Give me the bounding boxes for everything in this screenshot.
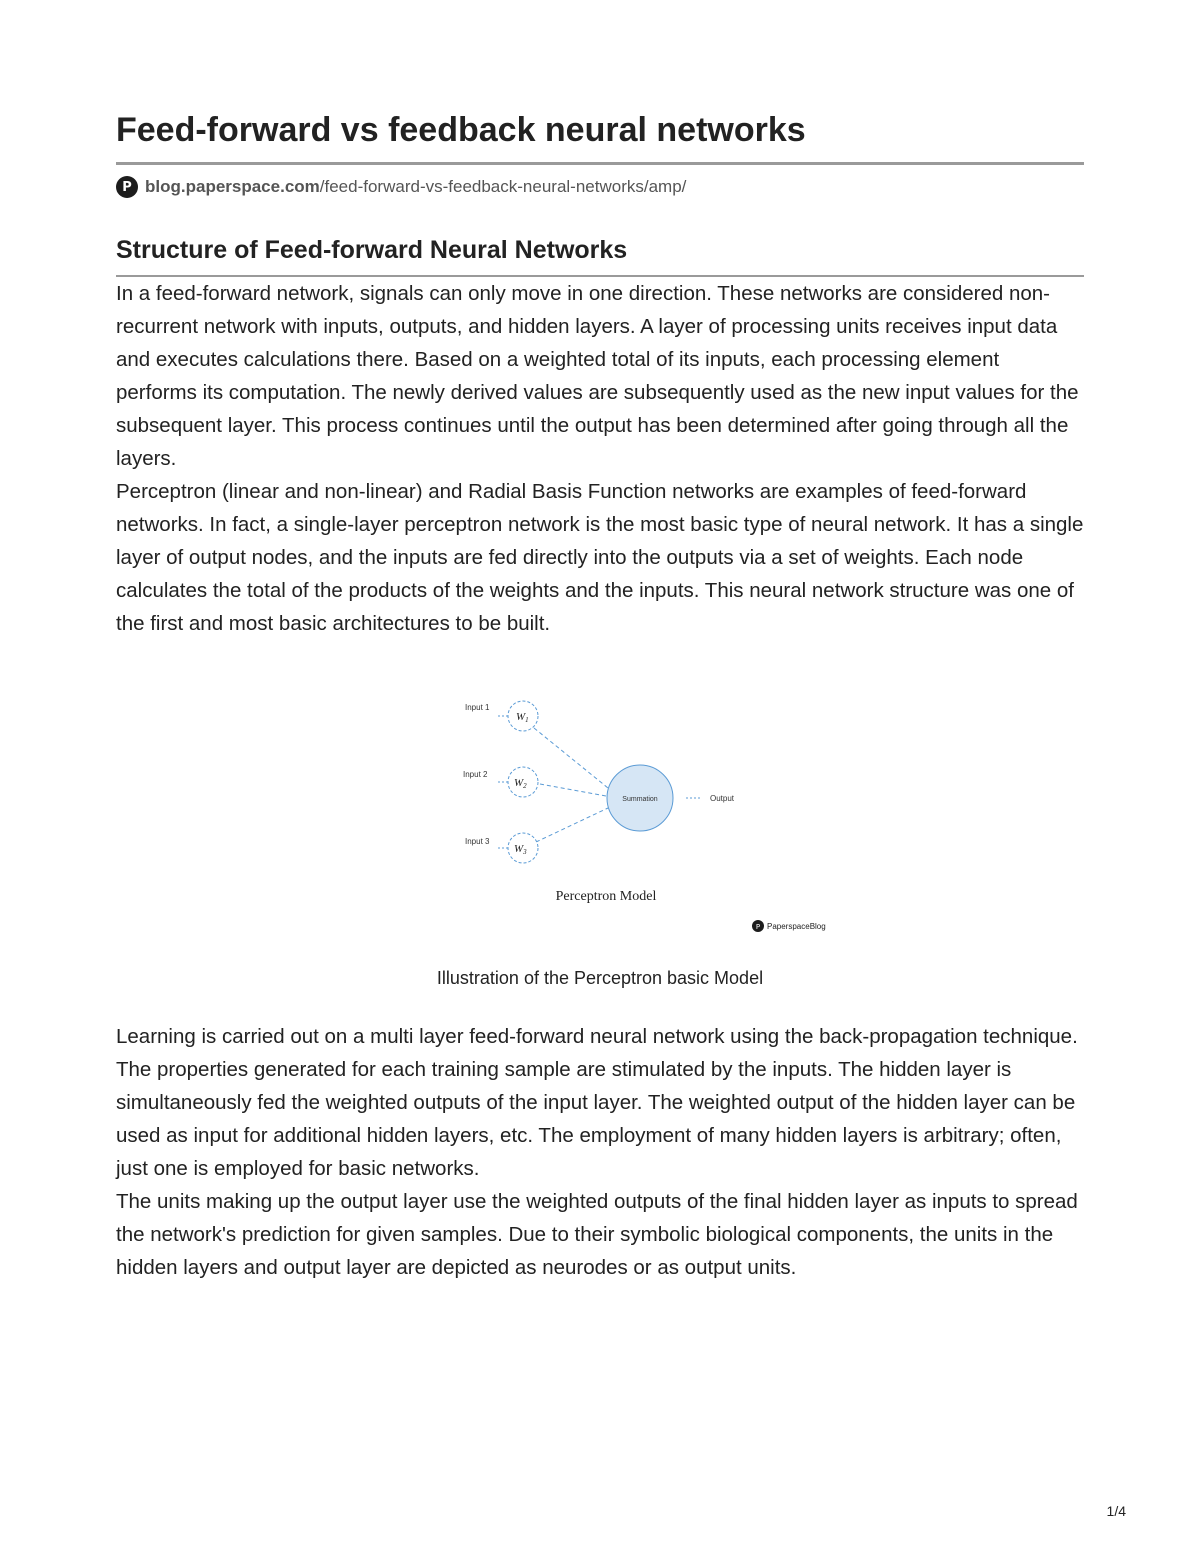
weight-label-1: W1 xyxy=(516,711,529,724)
source-path: /feed-forward-vs-feedback-neural-networks/amp/ xyxy=(319,177,687,196)
page-title: Feed-forward vs feedback neural networks xyxy=(116,111,806,149)
input-label-2: Input 2 xyxy=(463,770,488,779)
perceptron-diagram xyxy=(456,680,856,950)
edge-3 xyxy=(536,808,608,842)
figure-caption: Illustration of the Perceptron basic Model xyxy=(436,968,764,988)
weight-label-2: W2 xyxy=(514,777,527,790)
svg-text:P: P xyxy=(755,923,761,931)
edge-2 xyxy=(540,784,606,796)
brand-name: PaperspaceBlog xyxy=(767,922,826,931)
model-title: Perceptron Model xyxy=(555,889,657,904)
section-title: Structure of Feed-forward Neural Networks xyxy=(116,236,628,264)
paragraph-2: Perceptron (linear and non-linear) and Radial Basis Function networks are examples of feed-forward networks. In fact, a single-layer perceptron network is the most basic type of neural network. It has a single layer of output nodes, and the inputs are fed directly into the outputs via a set of weights. Each node calculates the total of the products of the weights and the inputs. This neural network structure was one of the first and most basic architectures to be built. xyxy=(116,480,1084,635)
paragraph-1: In a feed-forward network, signals can only move in one direction. These networks are considered non-recurrent network with inputs, outputs, and hidden layers. A layer of processing units receives input data and executes calculations there. Based on a weighted total of its inputs, each processing element performs its computation. The newly derived values are subsequently used as the new input values for the subsequent layer. This process continues until the output has been determined after going through all the layers. xyxy=(116,282,1079,470)
edge-1 xyxy=(534,728,608,788)
document-page xyxy=(116,110,1084,1284)
paperspace-logo-icon: P xyxy=(116,176,138,198)
weight-label-3: W3 xyxy=(514,843,527,856)
paragraph-4: The units making up the output layer use the weighted outputs of the final hidden layer as inputs to spread the network's prediction for given samples. Due to their symbolic biological components, the units in the hidden layers and output layer are depicted as neurodes or as output units. xyxy=(116,1190,1078,1279)
summation-label: Summation xyxy=(622,796,658,803)
perceptron-figure xyxy=(116,680,1084,1020)
input-label-3: Input 3 xyxy=(465,837,490,846)
paragraph-3: Learning is carried out on a multi layer feed-forward neural network using the back-propagation technique. The properties generated for each training sample are stimulated by the inputs. The hidden layer is simultaneously fed the weighted outputs of the input layer. The weighted output of the hidden layer can be used as input for additional hidden layers, etc. The employment of many hidden layers is arbitrary; often, just one is employed for basic networks. xyxy=(116,1025,1078,1180)
input-label-1: Input 1 xyxy=(465,703,490,712)
source-link[interactable] xyxy=(116,174,1084,200)
title-divider xyxy=(116,162,1084,165)
output-label: Output xyxy=(710,794,735,803)
source-domain: blog.paperspace.com xyxy=(145,177,320,196)
page-number: 1/4 xyxy=(1106,1503,1126,1519)
